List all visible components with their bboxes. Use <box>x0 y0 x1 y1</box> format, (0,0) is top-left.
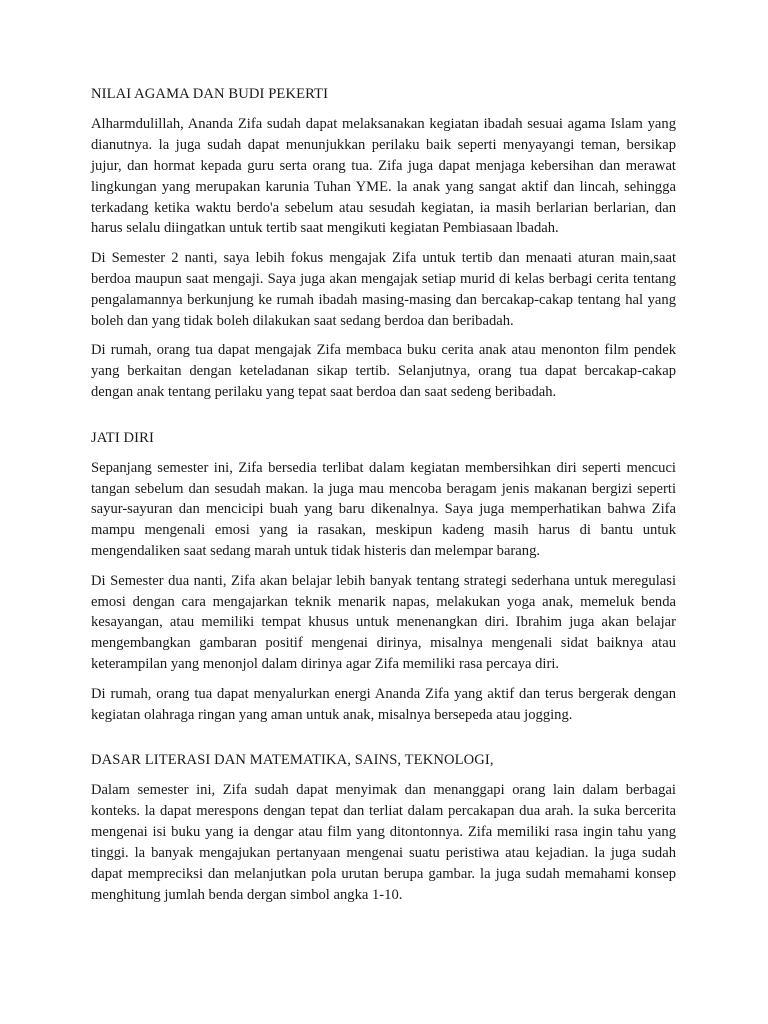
paragraph: Di Semester dua nanti, Zifa akan belajar lebih banyak tentang strategi sederhana untuk meregulasi emosi dengan cara mengajarkan teknik menarik napas, melakukan yoga anak, memeluk benda kesayangan, atau memiliki tempat khusus untuk menenangkan diri. Ibrahim juga akan belajar mengembangkan gambaran positif mengenai dirinya, misalnya mengenali sidat baiknya atau keterampilan yang menonjol dalam dirinya agar Zifa memiliki rasa percaya diri. <box>91 572 676 673</box>
section-title: DASAR LITERASI DAN MATEMATIKA, SAINS, TEKNOLOGI, <box>91 752 494 769</box>
paragraph: Dalam semester ini, Zifa sudah dapat menyimak dan menanggapi orang lain dalam berbagai konteks. la dapat merespons dengan tepat dan terliat dalam percakapan dua arah. la suka bercerita mengenai isi buku yang ia dengar atau film yang ditontonnya. Zifa memiliki rasa ingin tahu yang tinggi. la banyak mengajukan pertanyaan mengenai suatu peristiwa atau kejadian. la juga sudah dapat mempreciksi dan melanjutkan pola urutan berupa gambar. la juga sudah memahami konsep menghitung jumlah benda dergan simbol angka 1-10. <box>91 782 676 903</box>
section-title: NILAI AGAMA DAN BUDI PEKERTI <box>91 86 329 102</box>
section-nilai-agama <box>91 84 676 403</box>
paragraph: Di rumah, orang tua dapat menyalurkan energi Ananda Zifa yang aktif dan terus bergerak dengan kegiatan olahraga ringan yang aman untuk anak, misalnya bersepeda atau jogging. <box>91 685 676 723</box>
section-jati-diri <box>91 428 676 726</box>
section-dasar-literasi <box>91 750 676 905</box>
paragraph: Sepanjang semester ini, Zifa bersedia terlibat dalam kegiatan membersihkan diri seperti mencuci tangan sebelum dan sesudah makan. la juga mau mencoba beragam jenis makanan bergizi seperti sayur-sayuran dan mencicipi buah yang baru dikenalnya. Saya juga memperhatikan bahwa Zifa mampu mengenali emosi yang ia rasakan, meskipun kadeng masih harus di bantu untuk mengendaliken saat sedang marah untuk tidak histeris dan melempar barang. <box>91 459 676 560</box>
report-page <box>91 84 676 931</box>
section-title: JATI DIRI <box>91 429 154 446</box>
paragraph: Alharmdulillah, Ananda Zifa sudah dapat melaksanakan kegiatan ibadah sesuai agama Islam yang dianutnya. la juga sudah dapat menunjukkan perilaku baik seperti menyayangi teman, bersikap jujur, dan hormat kepada guru serta orang tua. Zifa juga dapat menjaga kebersihan dan merawat lingkungan yang merupakan karunia Tuhan YME. la anak yang sangat aktif dan lincah, sehingga terkadang ketika waktu berdo'a sebelum atau sesudah kegiatan, ia masih berlarian berlarian, dan harus selalu diingatkan untuk tertib saat mengikuti kegiatan Pembiasaan lbadah. <box>91 115 676 237</box>
paragraph: Di rumah, orang tua dapat mengajak Zifa membaca buku cerita anak atau menonton film pendek yang berkaitan dengan keteladanan sikap tertib. Selanjutnya, orang tua dapat bercakap-cakap dengan anak tentang perilaku yang tepat saat berdoa dan saat sedeng beribadah. <box>91 341 676 400</box>
paragraph: Di Semester 2 nanti, saya lebih fokus mengajak Zifa untuk tertib dan menaati aturan main,saat berdoa maupun saat mengaji. Saya juga akan mengajak setiap murid di kelas berbagi cerita tentang pengalamannya berkunjung ke rumah ibadah masing-masing dan bercakap-cakap tentang hal yang boleh dan yang tidak boleh dilakukan saat sedang berdoa dan beribadah. <box>91 249 676 329</box>
